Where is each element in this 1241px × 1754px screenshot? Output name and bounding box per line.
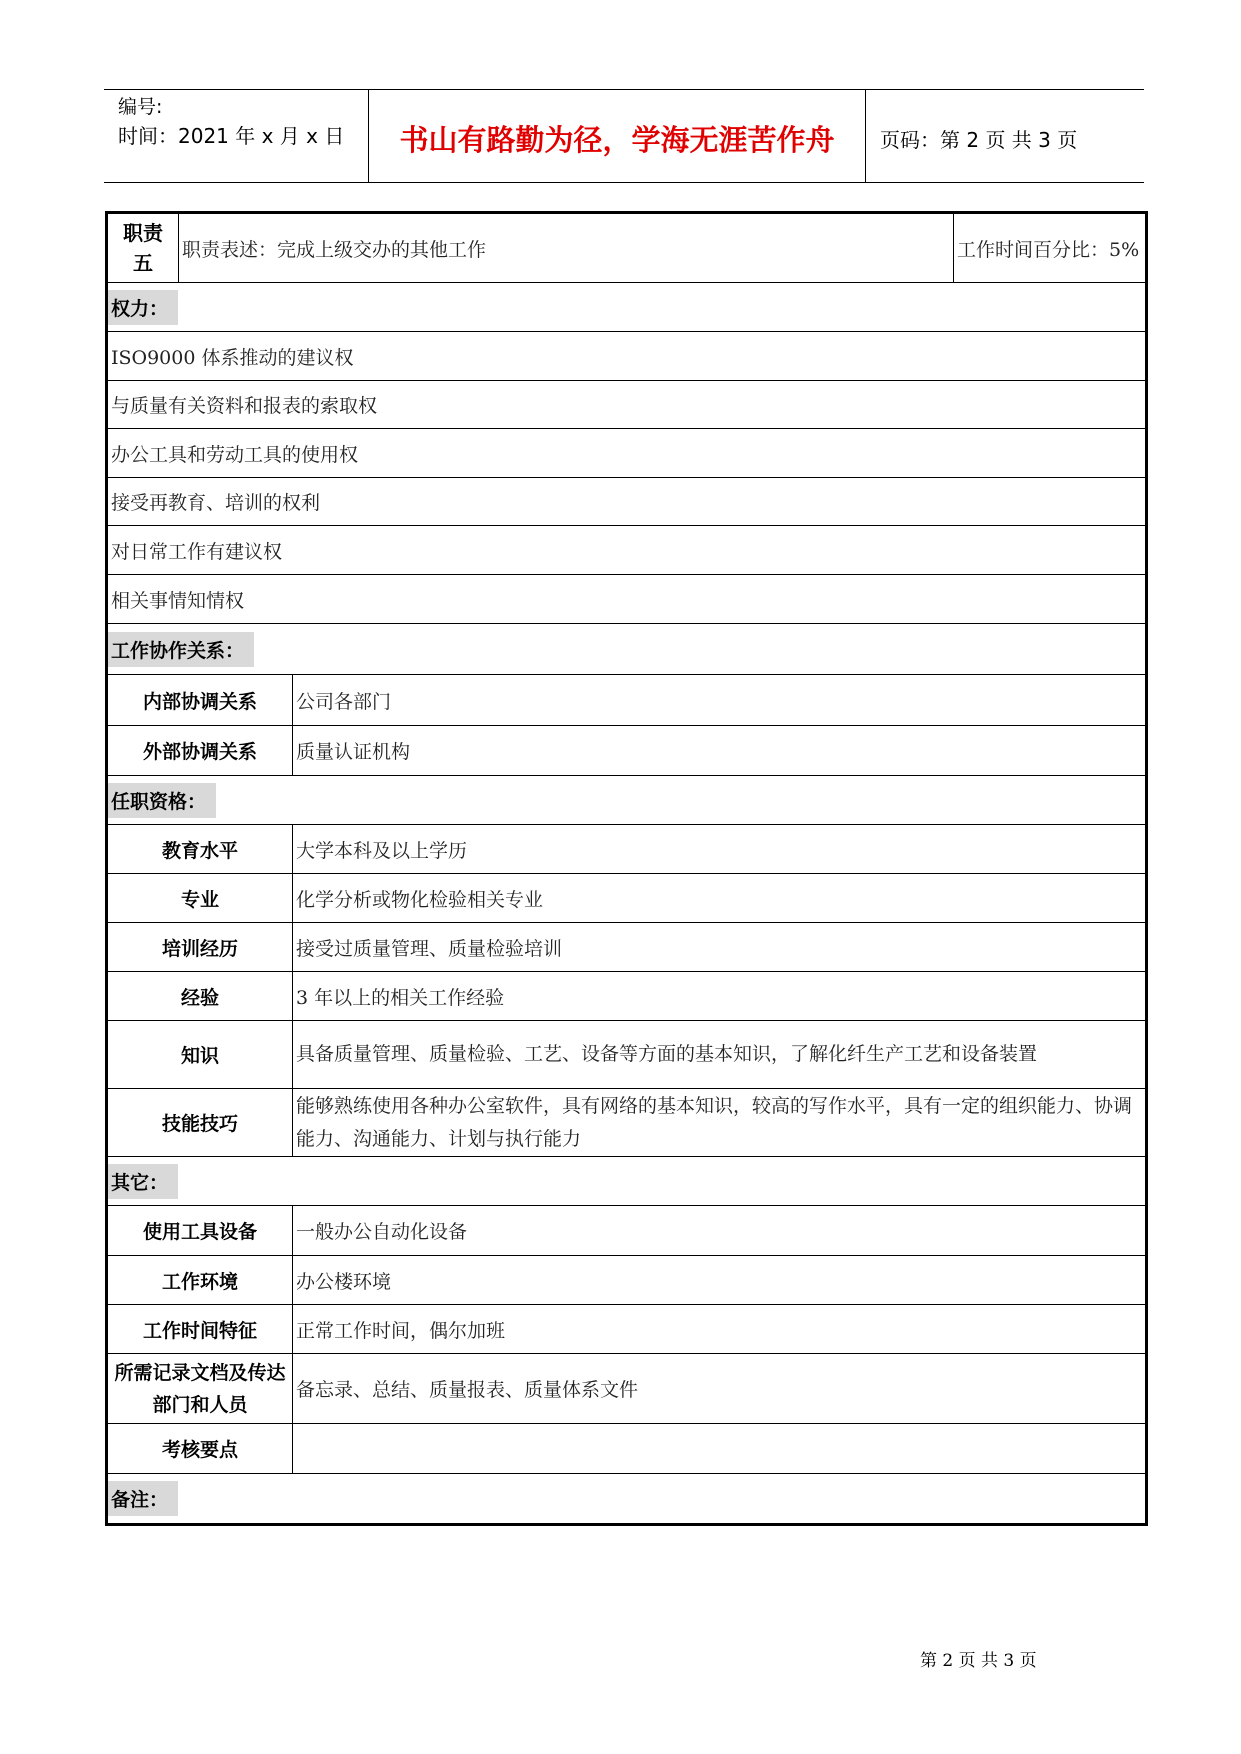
section-row-authority <box>107 283 1147 332</box>
authority-item: 相关事情知情权 <box>107 575 1147 624</box>
document-header <box>104 89 1144 183</box>
other-row <box>107 1354 1147 1424</box>
row-value: 3 年以上的相关工作经验 <box>293 972 1147 1021</box>
duty-time-percent: 工作时间百分比：5% <box>954 213 1147 283</box>
row-label: 经验 <box>107 972 293 1021</box>
section-row-qualification <box>107 776 1147 825</box>
other-row <box>107 1256 1147 1305</box>
row-value: 正常工作时间，偶尔加班 <box>293 1305 1147 1354</box>
row-label: 工作环境 <box>107 1256 293 1305</box>
duty-description: 职责表述：完成上级交办的其他工作 <box>179 213 954 283</box>
row-label: 所需记录文档及传达部门和人员 <box>107 1354 293 1424</box>
other-row <box>107 1206 1147 1256</box>
qualification-row <box>107 923 1147 972</box>
section-row-remarks <box>107 1474 1147 1525</box>
header-motto-cell <box>369 90 866 182</box>
authority-row <box>107 381 1147 429</box>
authority-row <box>107 332 1147 381</box>
authority-item: 办公工具和劳动工具的使用权 <box>107 429 1147 478</box>
authority-item: 接受再教育、培训的权利 <box>107 478 1147 526</box>
qualification-row <box>107 1021 1147 1089</box>
header-motto: 书山有路勤为径，学海无涯苦作舟 <box>399 123 835 157</box>
row-value: 化学分析或物化检验相关专业 <box>293 874 1147 923</box>
row-label: 工作时间特征 <box>107 1305 293 1354</box>
other-row <box>107 1305 1147 1354</box>
cooperation-row <box>107 675 1147 726</box>
section-title: 权力： <box>108 290 178 325</box>
row-label: 培训经历 <box>107 923 293 972</box>
row-label: 教育水平 <box>107 825 293 874</box>
row-label: 内部协调关系 <box>107 675 293 726</box>
duty-row <box>107 213 1147 283</box>
qualification-row <box>107 972 1147 1021</box>
section-heading-qualification <box>107 776 1147 825</box>
qualification-row <box>107 874 1147 923</box>
header-page-cell <box>866 90 1144 182</box>
header-page-number: 页码：第 2 页 共 3 页 <box>880 128 1078 152</box>
qualification-row <box>107 1089 1147 1157</box>
authority-item: ISO9000 体系推动的建议权 <box>107 332 1147 381</box>
section-row-cooperation <box>107 624 1147 675</box>
qualification-row <box>107 825 1147 874</box>
authority-row <box>107 478 1147 526</box>
authority-item: 与质量有关资料和报表的索取权 <box>107 381 1147 429</box>
cooperation-row <box>107 726 1147 776</box>
document-number-label: 编号: <box>118 96 163 118</box>
authority-row <box>107 526 1147 575</box>
section-title: 工作协作关系： <box>108 632 254 667</box>
row-value: 公司各部门 <box>293 675 1147 726</box>
authority-item: 对日常工作有建议权 <box>107 526 1147 575</box>
row-value: 一般办公自动化设备 <box>293 1206 1147 1256</box>
row-label: 知识 <box>107 1021 293 1089</box>
duty-label: 职责五 <box>107 213 179 283</box>
section-heading-cooperation <box>107 624 1147 675</box>
row-label: 考核要点 <box>107 1424 293 1474</box>
section-row-other <box>107 1157 1147 1206</box>
row-value: 接受过质量管理、质量检验培训 <box>293 923 1147 972</box>
row-value <box>293 1424 1147 1474</box>
section-title: 其它： <box>108 1164 178 1199</box>
row-label: 专业 <box>107 874 293 923</box>
authority-row <box>107 429 1147 478</box>
row-label: 外部协调关系 <box>107 726 293 776</box>
header-info-cell <box>104 90 369 182</box>
section-title: 任职资格： <box>108 783 216 818</box>
row-value: 办公楼环境 <box>293 1256 1147 1305</box>
row-value: 质量认证机构 <box>293 726 1147 776</box>
authority-row <box>107 575 1147 624</box>
section-heading-remarks <box>107 1474 1147 1525</box>
page-footer: 第 2 页 共 3 页 <box>920 1651 1037 1671</box>
row-value: 备忘录、总结、质量报表、质量体系文件 <box>293 1354 1147 1424</box>
section-heading-other <box>107 1157 1147 1206</box>
section-title: 备注： <box>108 1481 178 1516</box>
job-description-table <box>105 211 1148 1526</box>
row-label: 使用工具设备 <box>107 1206 293 1256</box>
row-label: 技能技巧 <box>107 1089 293 1157</box>
other-row <box>107 1424 1147 1474</box>
row-value: 能够熟练使用各种办公室软件，具有网络的基本知识，较高的写作水平，具有一定的组织能力、协调能力、沟通能力、计划与执行能力 <box>293 1089 1147 1157</box>
section-heading-authority <box>107 283 1147 332</box>
row-value: 具备质量管理、质量检验、工艺、设备等方面的基本知识，了解化纤生产工艺和设备装置 <box>293 1021 1147 1089</box>
row-value: 大学本科及以上学历 <box>293 825 1147 874</box>
document-date: 时间：2021 年 x 月 x 日 <box>118 124 345 148</box>
